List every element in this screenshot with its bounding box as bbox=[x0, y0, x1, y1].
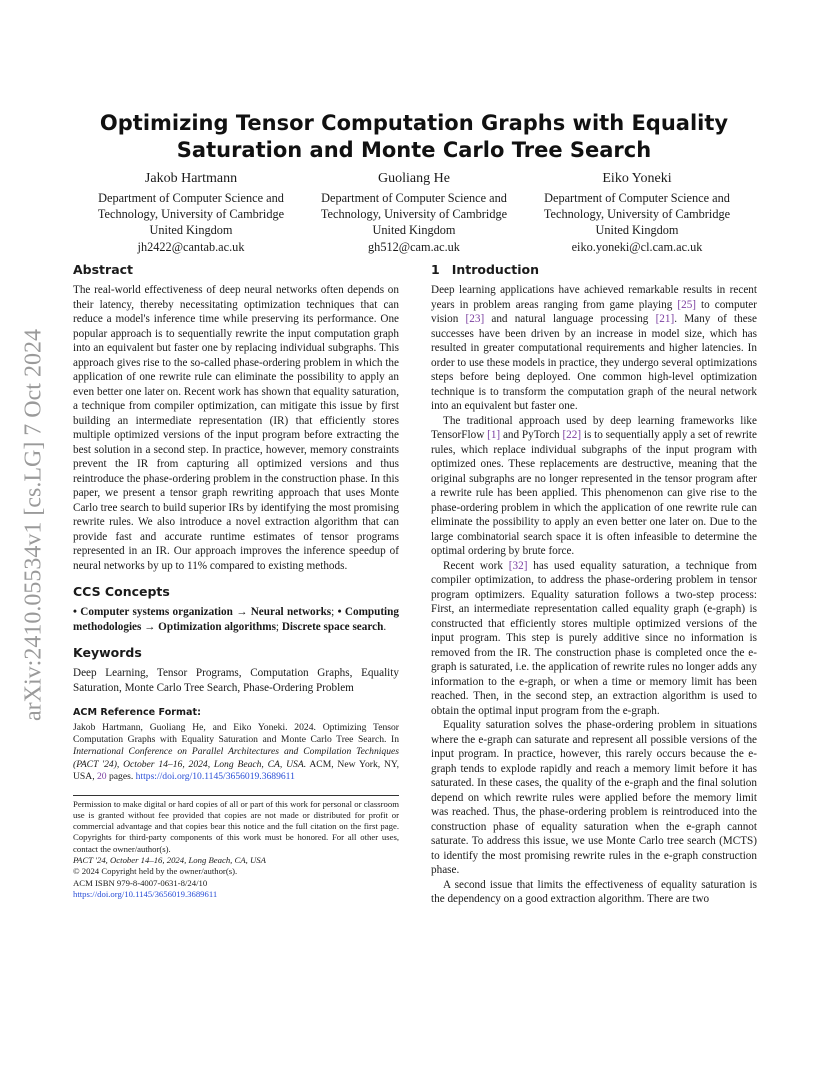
abstract-text: The real-world effectiveness of deep neural networks often depends on their latency, thereby necessitating optimization techniques that can reduce a model's inference time while preserving its performance. One popular approach is to sequentially rewrite the input computation graph into an equivalent but faster one by replacing individual subgraphs. This approach gives rise to the so-called phase-ordering problem in which the application of one rewrite rule can eliminate the possibility to apply an even better one later on. Recent work has shown that equality saturation, a technique from compiler optimization, can mitigate this issue by first building an intermediate representation (IR) that efficiently stores multiple optimized versions of the input program before extracting the best solution in a second step. In practice, however, memory constraints prevent the IR from capturing all optimized versions and thus reintroduce the phase-ordering problem in the construction phase. In this paper, we present a tensor graph rewriting approach that uses Monte Carlo tree search to build superior IRs by identifying the most promising rewrite rules. We also introduce a novel extraction algorithm that can provide fast and accurate runtime estimates of tensor programs represented in an IR. Our approach improves the inference speedup of neural networks by up to 11% compared to existing methods. bbox=[73, 284, 399, 572]
author-email[interactable]: jh2422@cantab.ac.uk bbox=[137, 239, 245, 254]
abstract-section bbox=[73, 262, 399, 573]
author-country: United Kingdom bbox=[372, 223, 456, 238]
footnote-copyright: © 2024 Copyright held by the owner/author(s). bbox=[73, 866, 238, 877]
text-run: Recent work bbox=[443, 559, 509, 572]
ccs-section bbox=[73, 584, 399, 634]
right-column bbox=[431, 262, 757, 907]
acm-ref-venue: International Conference on Parallel Architectures and Compilation Techniques (PACT '24), October 14–16, 2024, Long Beach, CA, USA. bbox=[73, 746, 399, 770]
citation-link[interactable]: [23] bbox=[465, 313, 485, 325]
permission-text: Permission to make digital or hard copies of all or part of this work for personal or classroom use is granted without fee provided that copies are not made or distributed for profit or commercial advantage and that copies bear this notice and the full citation on the first page. Copyrights for third-party components of this work must be honored. For all other uses, contact the owner/author(s). bbox=[73, 798, 399, 854]
keywords-text: Deep Learning, Tensor Programs, Computation Graphs, Equality Saturation, Monte Carlo Tree Search, Phase-Ordering Problem bbox=[73, 667, 399, 694]
author-country: United Kingdom bbox=[595, 223, 679, 238]
section-number: 1 bbox=[431, 262, 440, 277]
citation-link[interactable]: [22] bbox=[562, 429, 582, 441]
author-block bbox=[80, 170, 748, 255]
acm-ref-pages[interactable]: 20 bbox=[97, 771, 107, 783]
author-1 bbox=[80, 170, 302, 255]
author-affiliation-line2: Technology, University of Cambridge bbox=[320, 207, 508, 222]
intro-paragraph-1 bbox=[431, 283, 757, 414]
ccs-separator-1: ; bbox=[331, 606, 338, 618]
footnote-isbn: ACM ISBN 979-8-4007-0631-8/24/10 bbox=[73, 877, 208, 888]
author-affiliation-line2: Technology, University of Cambridge bbox=[97, 207, 285, 222]
arxiv-id-text: arXiv:2410.05534v1 [cs.LG] 7 Oct 2024 bbox=[20, 329, 47, 721]
introduction-section bbox=[431, 262, 757, 907]
intro-paragraph-4: Equality saturation solves the phase-ordering problem in situations where the e-graph can saturate and represent all possible versions of the input program. In practice, however, this rarely occurs because the e-graph tends to explode rapidly and reach a memory limit before it has saturated. In these cases, the quality of the e-graph and the final solution depend on which rewrite rules were applied before the memory limit was reached. Thus, the phase-ordering problem is reintroduced into the construction phase of equality saturation when the e-graph cannot saturate. To address this issue, we use Monte Carlo tree search (MCTS) to identify the most promising rewrite rules in the e-graph construction phase. bbox=[431, 719, 757, 876]
text-run: to computer vision bbox=[431, 298, 757, 325]
author-name: Eiko Yoneki bbox=[602, 171, 672, 186]
text-run: and PyTorch bbox=[500, 429, 563, 441]
acm-ref-part2: ACM, New York, NY, USA, bbox=[73, 758, 399, 783]
acm-ref-part3: pages. bbox=[106, 771, 136, 783]
ccs-heading: CCS Concepts bbox=[73, 584, 170, 599]
footnote-venue: PACT '24, October 14–16, 2024, Long Beach, CA, USA bbox=[73, 855, 266, 866]
author-affiliation-line1: Department of Computer Science and bbox=[544, 191, 730, 205]
citation-link[interactable]: [1] bbox=[487, 429, 501, 441]
text-run: . Many of these successes have been driven by an increase in model size, which has resulted in greater computational requirements and higher latencies. In order to use these models in practice, they undergo several optimizations steps before being deployed. One common high-level optimization technique is to transform the computation graph of the neural network into an equivalent but faster one. bbox=[431, 313, 757, 412]
author-3 bbox=[526, 170, 748, 255]
author-affiliation-line1: Department of Computer Science and bbox=[98, 191, 284, 205]
left-column bbox=[73, 262, 399, 900]
footnote-divider bbox=[73, 795, 399, 796]
ccs-separator-2: ; bbox=[275, 620, 282, 633]
text-run: Deep learning applications have achieved remarkable results in recent years in problem areas ranging from game playing bbox=[431, 284, 757, 311]
author-name: Guoliang He bbox=[378, 171, 450, 186]
ccs-concept-3: Discrete space search bbox=[281, 620, 384, 633]
intro-paragraph-3 bbox=[431, 559, 757, 719]
acm-ref-doi-link[interactable]: https://doi.org/10.1145/3656019.3689611 bbox=[135, 771, 295, 783]
text-run: and natural language processing bbox=[484, 313, 656, 325]
introduction-heading bbox=[431, 262, 757, 278]
text-run: is to sequentially apply a set of rewrite rules, which replace individual subgraphs of the input program with optimized ones. These replacements are destructive, meaning that the original subgraphs are no longer represented in the tensor program after a rewrite rule has been applied. This phenomenon can give rise to the phase-ordering problem in which the application of one rewrite rule can eliminate the possibility to apply an even better one later on. Due to the large combinatorial search space it is often infeasible to determine the optimal ordering by brute force. bbox=[431, 429, 757, 557]
intro-paragraph-2 bbox=[431, 414, 757, 559]
author-2 bbox=[303, 170, 525, 255]
paper-title: Optimizing Tensor Computation Graphs with Equality Saturation and Monte Carlo Tree Search bbox=[99, 111, 729, 162]
author-name: Jakob Hartmann bbox=[144, 171, 238, 186]
citation-link[interactable]: [25] bbox=[677, 298, 697, 311]
author-email[interactable]: eiko.yoneki@cl.cam.ac.uk bbox=[571, 239, 703, 254]
author-affiliation-line1: Department of Computer Science and bbox=[321, 191, 507, 205]
ccs-concept-1: • Computer systems organization → Neural networks bbox=[73, 606, 332, 618]
text-run: The traditional approach used by deep learning frameworks like TensorFlow bbox=[431, 414, 757, 441]
acm-ref-part1: Jakob Hartmann, Guoliang He, and Eiko Yoneki. 2024. Optimizing Tensor Computation Graphs with Equality Saturation and Monte Carlo Tree Search. In bbox=[73, 721, 399, 745]
author-affiliation-line2: Technology, University of Cambridge bbox=[543, 207, 731, 222]
citation-link[interactable]: [32] bbox=[508, 559, 528, 572]
text-run: has used equality saturation, a technique from compiler optimization, to address the phase-ordering problem in tensor program optimizers. Equality saturation follows a two-step process: First, an intermediate representation called equality graph (e-graph) is constructed that efficiently stores multiple optimized versions of the input program. This step is purely additive since no information is removed from the IR. The construction phase is completed once the e-graph is saturated, i.e. the application of rewrite rules no longer adds any information to the e-graph, or when a time or memory limit has been reached. Then, in the second step, an extraction algorithm is used to obtain the optimal input program from the e-graph. bbox=[431, 559, 757, 717]
author-country: United Kingdom bbox=[149, 223, 233, 238]
citation-link[interactable]: [21] bbox=[655, 313, 675, 325]
acm-reference-heading: ACM Reference Format: bbox=[73, 707, 201, 718]
abstract-heading: Abstract bbox=[73, 262, 134, 277]
footnote-doi-link[interactable]: https://doi.org/10.1145/3656019.3689611 bbox=[73, 888, 218, 899]
ccs-concept-2: • Computing methodologies → Optimization algorithms bbox=[73, 606, 399, 633]
ccs-text bbox=[73, 605, 399, 634]
ccs-end: . bbox=[383, 620, 387, 633]
keywords-heading: Keywords bbox=[73, 645, 142, 660]
acm-reference-section bbox=[73, 706, 399, 784]
permission-footnote bbox=[73, 799, 399, 901]
arxiv-identifier-watermark bbox=[14, 290, 54, 760]
author-email[interactable]: gh512@cam.ac.uk bbox=[368, 239, 460, 254]
keywords-section bbox=[73, 645, 399, 695]
intro-paragraph-5: A second issue that limits the effectiveness of equality saturation is the dependency on a good extraction algorithm. There are two bbox=[431, 878, 757, 905]
section-title: Introduction bbox=[451, 262, 539, 277]
acm-reference-text bbox=[73, 722, 399, 784]
